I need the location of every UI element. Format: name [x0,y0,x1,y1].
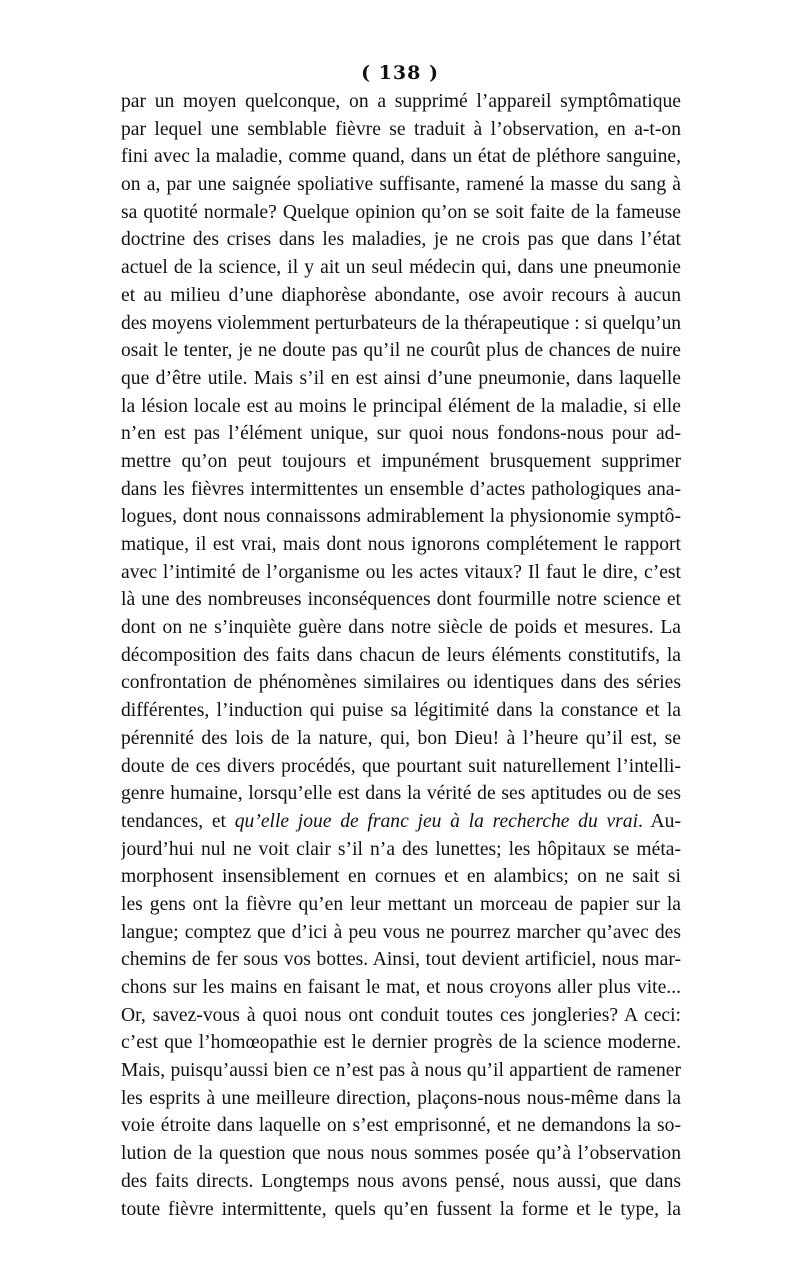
text-line [121,503,681,531]
text-line [121,199,681,227]
text-line [121,974,681,1002]
text-line [121,559,681,587]
text-segment: chemins de fer sous vos bottes. Ainsi, tout devient artificiel, nous mar- [121,949,681,971]
text-segment: dans les fièvres intermittentes un ensemble d’actes pathologiques ana- [121,478,681,500]
text-segment: matique, il est vrai, mais dont nous ignorons complétement le rapport [121,534,681,555]
text-line [121,725,681,753]
text-segment: . Au- [638,810,681,832]
text-segment: n’en est pas l’élément unique, sur quoi nous fondons-nous pour ad- [121,423,681,445]
text-line [121,586,681,614]
text-segment: genre humaine, lorsqu’elle est dans la vérité de ses aptitudes ou de ses [121,783,681,805]
text-segment: dont on ne s’inquiète guère dans notre siècle de poids et mesures. La [121,617,681,639]
text-segment: jourd’hui nul ne voit clair s’il n’a des lunettes; les hôpitaux se méta- [121,838,681,860]
text-line [121,420,681,448]
text-segment: sa quotité normale? Quelque opinion qu’on se soit faite de la fameuse [121,201,681,223]
italic-text-segment: qu’elle joue de franc jeu à la recherche du vrai [234,810,639,832]
text-segment: doute de ces divers procédés, que pourtant suit naturellement l’intelli- [121,755,681,777]
text-line [121,1196,681,1224]
text-line [121,282,681,310]
text-segment: on a, par une saignée spoliative suffisante, ramené la masse du sang à [121,174,681,196]
text-line [121,808,681,836]
text-segment: par un moyen quelconque, on a supprimé l’appareil symptômatique [121,91,681,112]
text-line [121,476,681,504]
text-segment: là une des nombreuses inconséquences dont fourmille notre science et [121,589,681,611]
text-line [121,697,681,725]
text-segment: mettre qu’on peut toujours et impunément brusquement supprimer [121,450,681,472]
page-number: ( 138 ) [361,62,439,84]
text-line [121,1002,681,1030]
text-line [121,919,681,947]
text-line [121,143,681,171]
text-segment: par lequel une semblable fièvre se traduit à l’observation, en a-t-on [121,118,681,140]
text-line [121,1112,681,1140]
text-line [121,171,681,199]
text-line [121,116,681,144]
text-line [121,365,681,393]
text-line [121,393,681,421]
text-segment: chons sur les mains en faisant le mat, et nous croyons aller plus vite... [121,977,681,998]
text-segment: toute fièvre intermittente, quels qu’en fussent la forme et le type, la [121,1198,681,1220]
text-segment: avec l’intimité de l’organisme ou les actes vitaux? Il faut le dire, c’est [121,561,681,583]
text-segment: Mais, puisqu’aussi bien ce n’est pas à nous qu’il appartient de ramener [121,1060,681,1082]
text-segment: pérennité des lois de la nature, qui, bon Dieu! à l’heure qu’il est, se [121,727,681,749]
text-line [121,1140,681,1168]
text-line [121,88,681,116]
page-text-body [121,88,681,1223]
text-segment: des moyens violemment perturbateurs de la thérapeutique : si quelqu’un [121,312,681,334]
text-segment: différentes, l’induction qui puise sa légitimité dans la constance et la [121,700,681,722]
text-segment: fini avec la maladie, comme quand, dans un état de pléthore sanguine, [121,146,681,168]
text-line [121,669,681,697]
text-segment: lution de la question que nous nous sommes posée qu’à l’observation [121,1143,681,1165]
text-line [121,780,681,808]
text-line [121,531,681,559]
text-segment: langue; comptez que d’ici à peu vous ne pourrez marcher qu’avec des [121,921,681,943]
text-segment: décomposition des faits dans chacun de leurs éléments constitutifs, la [121,644,681,666]
text-segment: doctrine des crises dans les maladies, je ne crois pas que dans l’état [121,229,681,251]
text-line [121,254,681,282]
text-line [121,1085,681,1113]
text-segment: et au milieu d’une diaphorèse abondante, ose avoir recours à aucun [121,284,681,306]
text-line [121,310,681,338]
text-line [121,753,681,781]
text-line [121,836,681,864]
text-segment: c’est que l’homœopathie est le dernier progrès de la science moderne. [121,1032,681,1054]
text-segment: actuel de la science, il y ait un seul médecin qui, dans une pneumonie [121,257,681,279]
text-segment: la lésion locale est au moins le principal élément de la maladie, si elle [121,395,681,417]
text-line [121,946,681,974]
text-line [121,642,681,670]
text-line [121,1168,681,1196]
text-segment: logues, dont nous connaissons admirablement la physionomie symptô- [121,506,681,528]
text-segment: voie étroite dans laquelle on s’est emprisonné, et ne demandons la so- [121,1115,681,1137]
text-segment: les gens ont la fièvre qu’en leur mettant un morceau de papier sur la [121,893,681,915]
text-segment: des faits directs. Longtemps nous avons pensé, nous aussi, que dans [121,1170,681,1192]
text-line [121,226,681,254]
text-line [121,448,681,476]
text-line [121,1057,681,1085]
text-segment: les esprits à une meilleure direction, plaçons-nous nous-même dans la [121,1087,681,1109]
text-segment: confrontation de phénomènes similaires ou identiques dans des séries [121,672,681,694]
text-line [121,863,681,891]
text-segment: tendances, et [121,810,235,832]
text-segment: que d’être utile. Mais s’il en est ainsi d’une pneumonie, dans laquelle [121,367,681,389]
text-line [121,891,681,919]
text-line [121,1029,681,1057]
text-segment: Or, savez-vous à quoi nous ont conduit toutes ces jongleries? A ceci: [121,1004,681,1026]
text-segment: osait le tenter, je ne doute pas qu’il ne courût plus de chances de nuire [121,340,681,362]
text-line [121,337,681,365]
text-segment: morphosent insensiblement en cornues et en alambics; on ne sait si [121,866,681,888]
text-line [121,614,681,642]
